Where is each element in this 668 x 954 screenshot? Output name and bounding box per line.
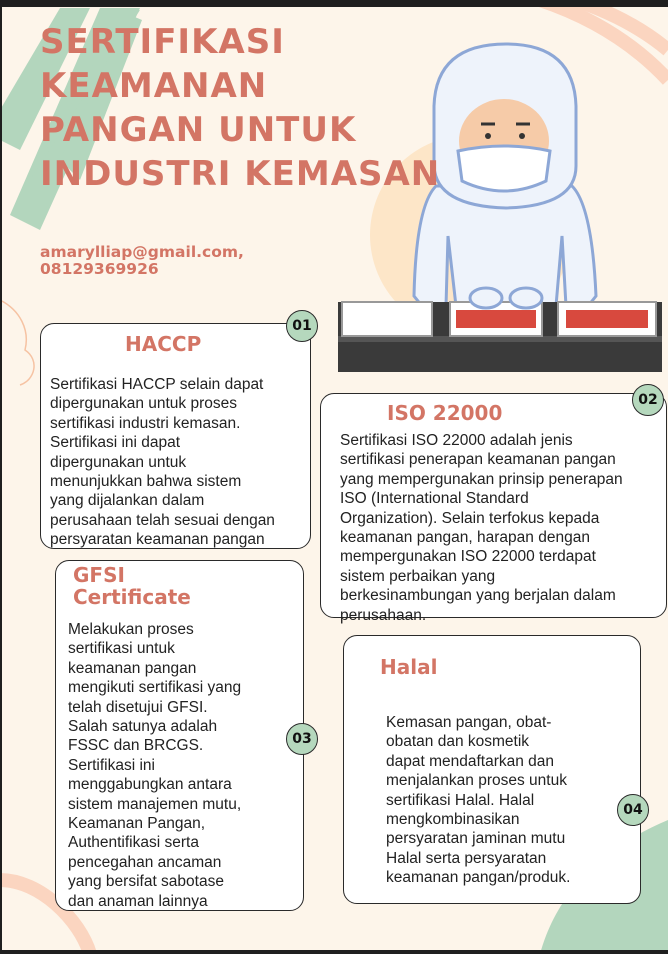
body-line: pencegahan ancaman (68, 853, 222, 871)
body-line: perusahaan. (340, 606, 427, 624)
body-line: Authentifikasi serta (68, 834, 199, 852)
badge-number: 04 (617, 794, 649, 826)
body-line: persyaratan keamanan pangan (50, 531, 265, 549)
title-line: INDUSTRI KEMASAN (40, 154, 441, 194)
body-line: persyaratan jaminan mutu (386, 830, 566, 848)
body-line: Sertifikasi ISO 22000 adalah jenis (340, 432, 573, 449)
card-body (340, 431, 623, 625)
badge-number: 01 (286, 310, 318, 342)
title-line: SERTIFIKASI (40, 22, 285, 62)
body-line: Melakukan proses (68, 621, 194, 638)
body-line: sertifikasi penerapan keamanan pangan (340, 451, 616, 469)
body-line: keamanan pangan (68, 659, 197, 677)
body-line: yang dijalankan dalam (50, 492, 205, 510)
card-title (73, 564, 191, 608)
body-line: keamanan pangan, harapan dengan (340, 529, 590, 547)
card-title: ISO 22000 (387, 401, 503, 425)
card-body (68, 620, 241, 911)
body-line: FSSC dan BRCGS. (68, 737, 204, 755)
top-border (0, 0, 668, 7)
card-body (386, 713, 570, 888)
card-iso-22000 (320, 393, 667, 624)
body-line: keamanan pangan/produk. (386, 869, 571, 887)
body-line: Salah satunya adalah (68, 718, 218, 736)
body-line: Halal serta persyaratan (386, 849, 547, 867)
card-haccp (40, 323, 311, 549)
body-line: dan anaman lainnya (68, 892, 208, 910)
body-line: menjalankan proses untuk (386, 772, 567, 790)
body-line: sertifikasi untuk (68, 640, 175, 658)
body-line: sertifikasi Halal. Halal (386, 791, 535, 809)
title-line: PANGAN UNTUK (40, 110, 357, 150)
bottom-border (0, 950, 668, 954)
card-body (50, 375, 275, 550)
card-halal (343, 635, 641, 904)
body-line: sistem perbaikan yang (340, 567, 496, 585)
body-line: perusahaan telah sesuai dengan (50, 511, 275, 529)
card-title-line: GFSI (73, 563, 125, 587)
body-line: dapat mendaftarkan dan (386, 752, 555, 770)
body-line: dipergunakan untuk (50, 453, 187, 471)
body-line: Keamanan Pangan, (68, 815, 206, 833)
body-line: mengkombinasikan (386, 811, 520, 829)
body-line: obatan dan kosmetik (386, 733, 530, 751)
body-line: yang bersifat sabotase (68, 873, 224, 891)
contact-info (40, 244, 244, 278)
body-line: Kemasan pangan, obat- (386, 714, 552, 731)
body-line: sistem manajemen mutu, (68, 795, 242, 813)
card-gfsi-certificate (55, 560, 304, 911)
contact-email: amarylliap@gmail.com, (40, 243, 244, 261)
body-line: mempergunakan ISO 22000 terdapat (340, 548, 596, 566)
body-line: sertifikasi industri kemasan. (50, 414, 241, 432)
card-title: Halal (380, 655, 438, 679)
left-border (0, 0, 2, 954)
body-line: menggabungkan antara (68, 776, 232, 794)
body-line: Sertifikasi ini dapat (50, 434, 181, 452)
body-line: yang mempergunakan prinsip penerapan (340, 470, 623, 488)
body-line: menunjukkan bahwa sistem (50, 473, 242, 491)
body-line: Sertifikasi HACCP selain dapat (50, 376, 264, 393)
body-line: ISO (International Standard (340, 490, 529, 508)
badge-number: 02 (632, 384, 664, 416)
body-line: mengikuti sertifikasi yang (68, 679, 242, 697)
contact-phone: 08129369926 (40, 260, 159, 278)
body-line: telah disetujui GFSI. (68, 698, 208, 716)
body-line: berkesinambungan yang berjalan dalam (340, 587, 616, 605)
body-line: dipergunakan untuk proses (50, 395, 237, 413)
card-title: HACCP (125, 332, 202, 356)
title-line: KEAMANAN (40, 66, 268, 106)
body-line: Organization). Selain terfokus kepada (340, 509, 600, 527)
badge-number: 03 (286, 723, 318, 755)
card-title-line: Certificate (73, 585, 191, 609)
poster-title (40, 20, 440, 196)
body-line: Sertifikasi ini (68, 756, 155, 774)
